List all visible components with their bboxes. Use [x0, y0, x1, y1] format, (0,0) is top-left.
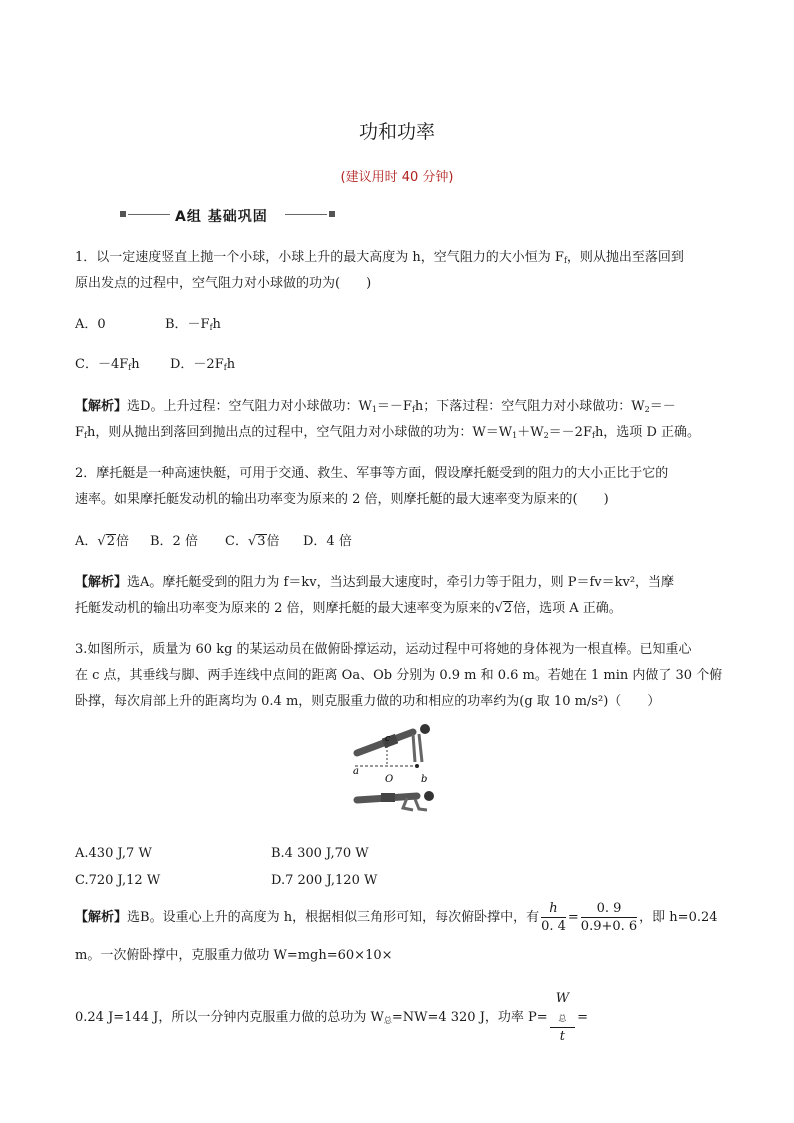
q2-options [75, 532, 725, 552]
heading-rule-right [285, 214, 327, 215]
heading-rule-left [128, 214, 170, 215]
label-b: b [421, 774, 428, 785]
a3-line3: 0.24 J=144 J，所以一分钟内克服重力做的总功为 $W_总=NW=4$ 320 J，功率 P= W $_总$ t = [75, 991, 588, 1044]
point-b [415, 764, 419, 768]
label-O: O [385, 774, 394, 785]
q1-options-cd [75, 355, 725, 378]
q1-option-a: A．0 [75, 317, 106, 332]
q1-option-b: B．$-F_fh$ [165, 317, 221, 332]
fraction-w-over-t: W $_总$ t [550, 990, 575, 1045]
a2-line1: 【解析】选A。摩托艇受到的阻力为 f＝kv，当达到最大速度时，牵引力等于阻力，则 P＝fv＝kv²，当摩 [75, 575, 675, 590]
q3-option-d: D.7 200 J,120 W [271, 873, 378, 888]
label-a: a [353, 766, 359, 777]
q3-line1: 3.如图所示，质量为 60 kg 的某运动员在做俯卧撑运动，运动过程中可将她的身体视为一根直棒。已知重心 [75, 642, 692, 657]
a1-line2: $F_fh$，则从抛出到落回到抛出点的过程中，空气阻力对小球做的功为：$W=W_1+W_2=-2F_fh$，选项 D 正确。 [75, 425, 700, 440]
a3-line2: m。一次俯卧撑中，克服重力做功 W=mgh=60×10× [75, 948, 393, 963]
q1-options-ab [75, 315, 725, 335]
page-title: 功和功率 [358, 121, 435, 143]
pushup-figure [345, 720, 445, 830]
q3-line3: 卧撑，每次肩部上升的距离均为 0.4 m，则克服重力做的功和相应的功率约为(g 取 10 m/s²)（ ） [75, 694, 661, 709]
group-heading [120, 206, 335, 224]
heading-dot-left [120, 211, 126, 217]
group-title: A组 基础巩固 [175, 209, 268, 225]
q1-line1: 1．以一定速度竖直上抛一个小球，小球上升的最大高度为 h，空气阻力的大小恒为 $F_f$，则从抛出至落回到 [75, 250, 684, 265]
a3-line1: 【解析】选B。设重心上升的高度为 h，根据相似三角形可知，每次俯卧撑中，有 $\frac{h}{0. 4}$ = $\frac{0. 9}{0.9+0. 6}$ ，即 h=0.24 [75, 901, 718, 934]
q1-option-d: D．$-2F_fh$ [170, 357, 236, 372]
q2-option-c: C．√3倍 [225, 534, 280, 549]
q2-line1: 2．摩托艇是一种高速快艇，可用于交通、救生、军事等方面，假设摩托艇受到的阻力的大小正比于它的 [75, 466, 669, 481]
q1-option-c: C．$-4F_fh$ [75, 357, 140, 372]
fraction-09-over-sum: $\frac{0. 9}{0.9+0. 6}$ [580, 901, 638, 934]
a1-line1: 【解析】选D。上升过程：空气阻力对小球做功：$W_1=-F_fh$；下落过程：空气阻力对小球做功：$W_2=-$ [75, 399, 676, 414]
q3-option-a: A.430 J,7 W [75, 846, 152, 861]
q3-options-ab [75, 844, 725, 864]
q3-options-cd [75, 871, 725, 891]
label-c: c [385, 734, 391, 744]
q3-line2: 在 c 点，其垂线与脚、两手连线中点间的距离 Oa、Ob 分别为 0.9 m 和 0.6 m。若她在 1 min 内做了 30 个俯 [75, 668, 723, 683]
a2-line2: 托艇发动机的输出功率变为原来的 2 倍，则摩托艇的最大速率变为原来的√2倍，选项 A 正确。 [75, 601, 622, 616]
q3-option-b: B.4 300 J,70 W [271, 846, 369, 861]
pushup-upper-pose [357, 724, 430, 762]
time-hint: (建议用时 40 分钟) [340, 170, 454, 185]
q2-option-b: B．2 倍 [150, 534, 198, 549]
q1-line2: 原出发点的过程中，空气阻力对小球做的功为( ) [75, 276, 372, 291]
q2-line2: 速率。如果摩托艇发动机的输出功率变为原来的 2 倍，则摩托艇的最大速率变为原来的( ) [75, 492, 609, 507]
q3-option-c: C.720 J,12 W [75, 873, 161, 888]
fraction-h-over-04: $\frac{h}{0. 4}$ [541, 901, 566, 934]
pushup-lower-pose [357, 791, 434, 810]
q2-option-a: A．√2倍 [75, 534, 129, 549]
q2-option-d: D．4 倍 [303, 534, 352, 549]
heading-dot-right [329, 211, 335, 217]
